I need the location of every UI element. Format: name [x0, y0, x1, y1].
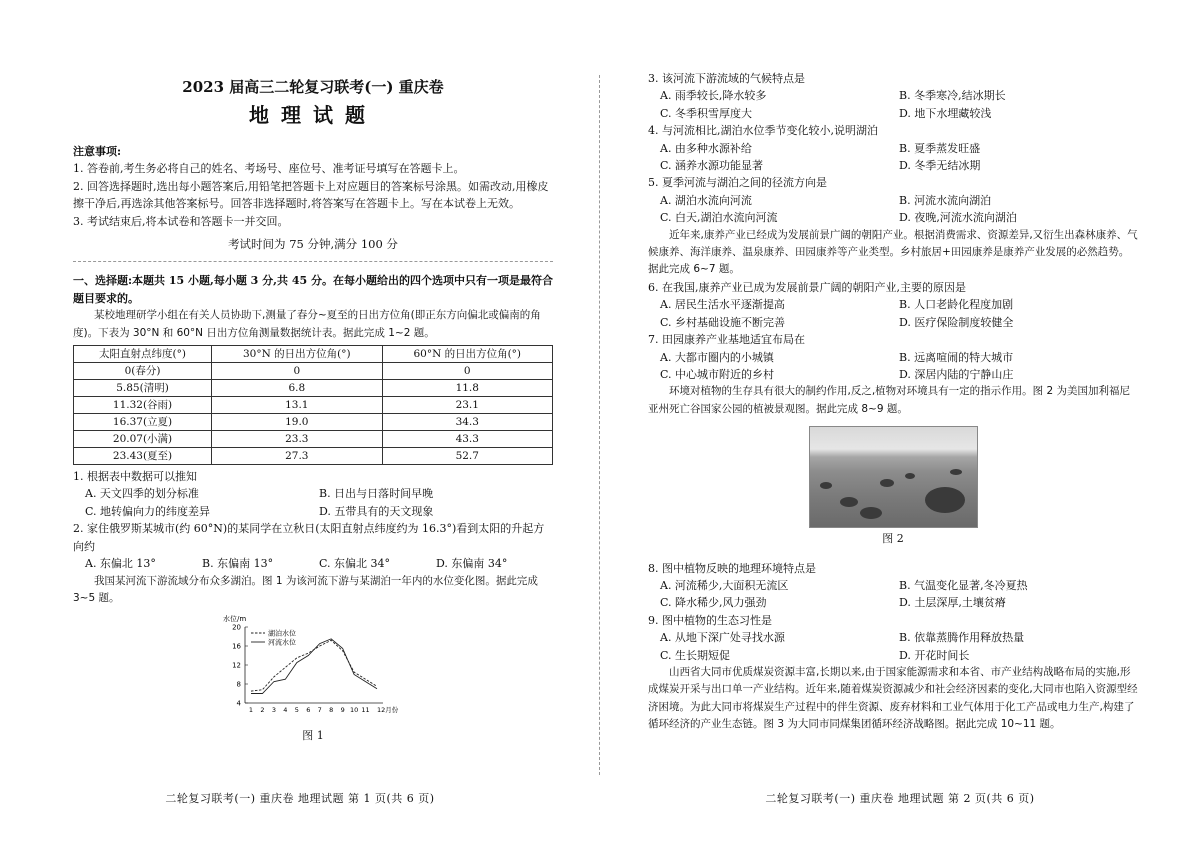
x-tick-label: 1	[248, 706, 254, 715]
x-tick-label: 3	[271, 706, 276, 715]
y-tick-label: 4	[236, 699, 241, 708]
table-cell: 23.1	[382, 397, 552, 414]
question-stem: 7. 田园康养产业基地适宜布局在	[648, 333, 805, 347]
question-2	[73, 520, 553, 572]
table-cell: 0	[382, 363, 552, 380]
question-stem: 8. 图中植物反映的地理环境特点是	[648, 561, 816, 575]
question-stem: 2. 家住俄罗斯某城市(约 60°N)的某同学在立秋日(太阳直射点纬度约为 16.3°)看到太阳的升起方向约	[73, 522, 545, 553]
option: B. 东偏南 13°	[202, 557, 274, 571]
option: A. 天文四季的划分标准	[85, 487, 199, 501]
y-axis-label: 水位/m	[223, 615, 247, 624]
question-options	[648, 629, 1138, 664]
passage-3: 近年来,康养产业已经成为发展前景广阔的朝阳产业。根据消费需求、资源差异,又衍生出森林康养、气候康养、海洋康养、温泉康养、田园康养等产业类型。乡村旅居+田园康养是康养产业发展的必然趋势。据此完成 6~7 题。	[648, 228, 1138, 276]
table-row	[74, 414, 553, 431]
option: A. 东偏北 13°	[85, 557, 156, 571]
table-header: 30°N 的日出方位角(°)	[212, 346, 382, 363]
option: C. 涵养水源功能显著	[660, 159, 764, 173]
question-options	[648, 140, 1138, 175]
question-options	[73, 555, 553, 572]
x-tick-label: 12月份	[377, 706, 399, 715]
table-row	[74, 380, 553, 397]
page-1-content	[73, 0, 553, 744]
question-9	[648, 612, 1138, 664]
option: A. 从地下深广处寻找水源	[660, 631, 785, 645]
option: B. 依靠蒸腾作用释放热量	[899, 631, 1025, 645]
table-cell: 11.8	[382, 380, 552, 397]
option: C. 乡村基础设施不断完善	[660, 315, 786, 329]
question-options	[648, 296, 1138, 331]
figure-1	[73, 611, 553, 724]
option: D. 东偏南 34°	[436, 557, 508, 571]
x-tick-label: 5	[294, 706, 299, 715]
table-header: 60°N 的日出方位角(°)	[382, 346, 552, 363]
exam-time: 考试时间为 75 分钟,满分 100 分	[228, 237, 398, 252]
option: C. 地转偏向力的纬度差异	[85, 504, 211, 518]
question-stem: 1. 根据表中数据可以推知	[73, 470, 197, 484]
table-cell: 27.3	[212, 448, 382, 465]
option: A. 湖泊水流向河流	[660, 193, 752, 207]
option: D. 深居内陆的宁静山庄	[899, 367, 1014, 381]
question-1	[73, 468, 553, 520]
option: B. 气温变化显著,冬冷夏热	[899, 578, 1028, 592]
legend-label: 河流水位	[268, 638, 296, 647]
option: B. 冬季寒冷,结冰期长	[899, 89, 1006, 103]
option: C. 中心城市附近的乡村	[660, 367, 775, 381]
x-tick-label: 2	[260, 706, 265, 715]
option: C. 生长期短促	[660, 648, 731, 662]
passage-2: 我国某河流下游流域分布众多湖泊。图 1 为该河流下游与某湖泊一年内的水位变化图。据此完成 3~5 题。	[73, 574, 538, 604]
option: D. 夜晚,河流水流向湖泊	[899, 211, 1017, 225]
question-options	[648, 577, 1138, 612]
option: C. 白天,湖泊水流向河流	[660, 211, 778, 225]
table-cell: 0(春分)	[74, 363, 212, 380]
option: D. 开花时间长	[899, 648, 970, 662]
figure-2	[648, 426, 1138, 528]
table-cell: 34.3	[382, 414, 552, 431]
question-stem: 4. 与河流相比,湖泊水位季节变化较小,说明湖泊	[648, 124, 878, 138]
x-tick-label: 7	[317, 706, 322, 715]
question-5	[648, 174, 1138, 226]
divider-line	[73, 261, 553, 262]
x-tick-label: 9	[340, 706, 345, 715]
passage-1: 某校地理研学小组在有关人员协助下,测量了春分~夏至的日出方位角(即正东方向偏北或偏南的角度)。下表为 30°N 和 60°N 日出方位角测量数据统计表。据此完成 1~2 题。	[73, 309, 541, 339]
option: B. 夏季蒸发旺盛	[899, 141, 981, 155]
question-8	[648, 560, 1138, 612]
option: A. 雨季较长,降水较多	[660, 89, 767, 103]
table-cell: 23.3	[212, 431, 382, 448]
section-heading: 一、选择题:本题共 15 小题,每小题 3 分,共 45 分。在每小题给出的四个选项中只有一项是最符合题目要求的。	[73, 274, 553, 305]
y-tick-label: 16	[232, 642, 241, 651]
option: A. 大都市圈内的小城镇	[660, 350, 774, 364]
question-stem: 3. 该河流下游流域的气候特点是	[648, 72, 805, 85]
x-tick-label: 8	[329, 706, 334, 715]
table-cell: 20.07(小满)	[74, 431, 212, 448]
page-2	[600, 0, 1200, 850]
y-tick-label: 20	[232, 623, 241, 632]
figure-1-caption: 图 1	[302, 728, 324, 742]
table-cell: 5.85(清明)	[74, 380, 212, 397]
table-cell: 19.0	[212, 414, 382, 431]
table-cell: 16.37(立夏)	[74, 414, 212, 431]
table-cell: 43.3	[382, 431, 552, 448]
table-cell: 0	[212, 363, 382, 380]
option: B. 人口老龄化程度加剧	[899, 298, 1014, 312]
question-options	[648, 87, 1138, 122]
question-options	[648, 349, 1138, 384]
question-stem: 5. 夏季河流与湖泊之间的径流方向是	[648, 176, 827, 190]
option: D. 冬季无结冰期	[899, 159, 981, 173]
question-options	[73, 485, 553, 520]
option: A. 居民生活水平逐渐提高	[660, 298, 785, 312]
x-tick-label: 6	[306, 706, 311, 715]
notice-item: 3. 考试结束后,将本试卷和答题卡一并交回。	[73, 214, 289, 228]
option: C. 降水稀少,风力强劲	[660, 596, 767, 610]
option: A. 由多种水源补给	[660, 141, 752, 155]
table-cell: 11.32(谷雨)	[74, 397, 212, 414]
passage-5: 山西省大同市优质煤炭资源丰富,长期以来,由于国家能源需求和本省、市产业结构战略布局的实施,形成煤炭开采与出口单一产业结构。近年来,随着煤炭资源减少和社会经济因素的变化,大同市也陷入资源型经济困境。为此大同市将煤炭生产过程中的伴生资源、废弃材料和工业气体用于化工产品或电力生产,构建了循环经济的产业生态链。图 3 为大同市同煤集团循环经济战略图。据此完成 10~11 题。	[648, 665, 1138, 731]
option: C. 冬季积雪厚度大	[660, 106, 753, 120]
table-header: 太阳直射点纬度(°)	[74, 346, 212, 363]
x-tick-label: 10	[349, 706, 359, 715]
x-tick-label: 4	[283, 706, 288, 715]
question-4	[648, 122, 1138, 174]
y-tick-label: 8	[236, 680, 241, 689]
option: D. 五带具有的天文现象	[319, 504, 434, 518]
death-valley-vegetation-photo	[809, 426, 978, 528]
table-cell: 6.8	[212, 380, 382, 397]
option: B. 远离喧闹的特大城市	[899, 350, 1014, 364]
water-level-chart	[213, 611, 413, 719]
page-2-content	[648, 70, 1138, 734]
option: B. 日出与日落时间早晚	[319, 487, 434, 501]
option: C. 东偏北 34°	[319, 557, 391, 571]
notice-item: 2. 回答选择题时,选出每小题答案后,用铅笔把答题卡上对应题目的答案标号涂黑。如需改动,用橡皮擦干净后,再选涂其他答案标号。回答非选择题时,将答案写在答题卡上。写在本试卷上无效。	[73, 179, 549, 211]
question-stem: 9. 图中植物的生态习性是	[648, 613, 772, 627]
notice-item: 1. 答卷前,考生务必将自己的姓名、考场号、座位号、准考证号填写在答题卡上。	[73, 162, 465, 176]
option: D. 地下水埋藏较浅	[899, 106, 992, 120]
page-1-footer: 二轮复习联考(一) 重庆卷 地理试题 第 1 页(共 6 页)	[165, 792, 435, 805]
figure-2-caption: 图 2	[882, 532, 904, 546]
question-stem: 6. 在我国,康养产业已成为发展前景广阔的朝阳产业,主要的原因是	[648, 280, 966, 294]
notice-heading: 注意事项:	[73, 145, 122, 158]
table-row	[74, 448, 553, 465]
question-3	[648, 70, 1138, 122]
series-line-1	[251, 639, 377, 694]
table-cell: 52.7	[382, 448, 552, 465]
table-cell: 23.43(夏至)	[74, 448, 212, 465]
option: D. 土层深厚,土壤贫瘠	[899, 596, 1006, 610]
passage-4: 环境对植物的生存具有很大的制约作用,反之,植物对环境具有一定的指示作用。图 2 为美国加利福尼亚州死亡谷国家公园的植被景观图。据此完成 8~9 题。	[648, 385, 1131, 415]
option: B. 河流水流向湖泊	[899, 193, 992, 207]
question-6	[648, 279, 1138, 331]
exam-title: 2023 届高三二轮复习联考(一) 重庆卷	[182, 78, 444, 96]
table-cell: 13.1	[212, 397, 382, 414]
table-header-row	[74, 346, 553, 363]
option: A. 河流稀少,大面积无流区	[660, 578, 789, 592]
page-2-footer: 二轮复习联考(一) 重庆卷 地理试题 第 2 页(共 6 页)	[765, 792, 1035, 805]
series-line-0	[251, 641, 377, 692]
table-row	[74, 431, 553, 448]
table-row	[74, 397, 553, 414]
question-options	[648, 192, 1138, 227]
question-7	[648, 331, 1138, 383]
legend-label: 湖泊水位	[268, 629, 296, 638]
table-row	[74, 363, 553, 380]
y-tick-label: 12	[232, 661, 241, 670]
x-tick-label: 11	[361, 706, 370, 715]
sunrise-azimuth-table	[73, 345, 553, 465]
subject-title: 地理试题	[249, 103, 377, 127]
option: D. 医疗保险制度较健全	[899, 315, 1014, 329]
